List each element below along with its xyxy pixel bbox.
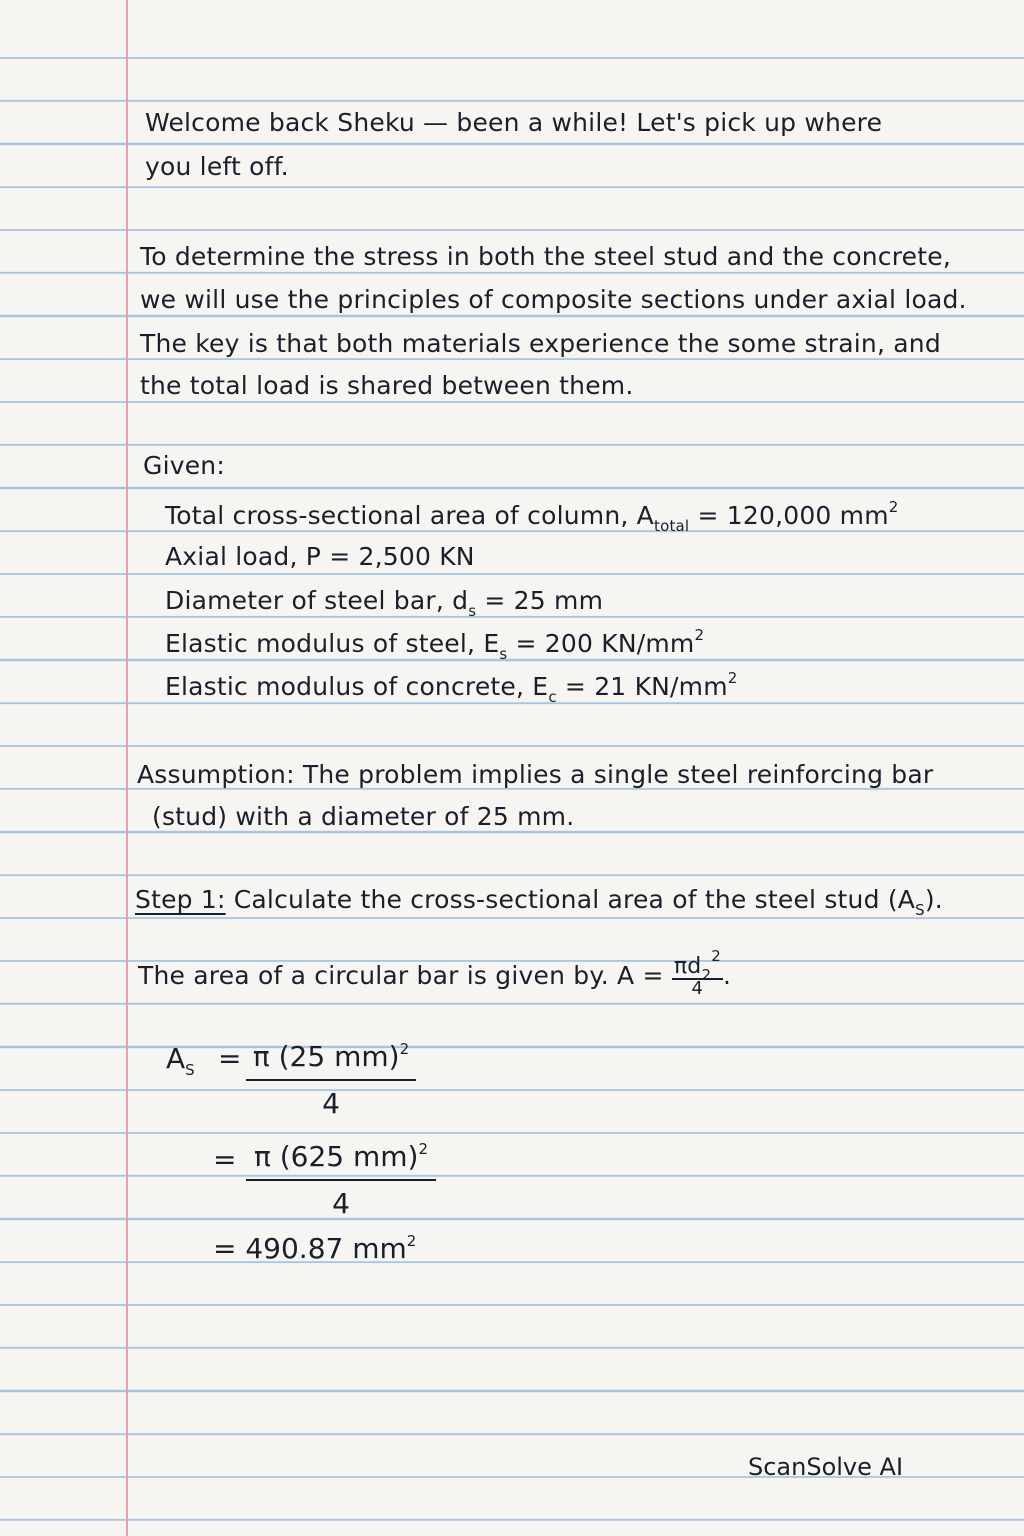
intro-line-2: we will use the principles of composite sections under axial load. [140,285,967,314]
calc-lhs-symbol: A [166,1042,186,1075]
calc-num-1-exp: 2 [399,1040,410,1058]
calc-den-2: 4 [332,1187,350,1220]
given-es-sub: s [499,645,508,663]
assumption-line-1: Assumption: The problem implies a single steel reinforcing bar [137,760,934,789]
calc-fraction-1 [246,1040,416,1120]
fraction-bar [246,1079,416,1081]
area-formula-fraction [672,947,723,999]
intro-line-1: To determine the stress in both the steel stud and the concrete, [140,242,951,271]
calc-num-1 [246,1040,416,1073]
given-es-value: = 200 KN/mm [507,629,695,658]
formula-num-base: πd [673,954,702,979]
formula-numerator [672,947,723,984]
formula-end: . [722,961,732,990]
calc-lhs-sub: S [185,1061,195,1079]
greeting-line-2: you left off. [145,152,289,181]
given-ec-value: = 21 KN/mm [556,672,728,701]
given-ec-sub: c [548,688,557,706]
calc-num-2 [246,1140,436,1173]
given-es [165,622,704,665]
calc-num-1-text: π (25 mm) [252,1040,400,1073]
formula-text: The area of a circular bar is given by. A = [138,961,672,990]
calc-result-exp: 2 [406,1232,417,1250]
formula-num-sub: 2 [701,966,712,984]
calc-eq-2: = [213,1143,237,1176]
calc-lhs [166,1042,195,1079]
given-load: Axial load, P = 2,500 KN [165,542,475,571]
calc-result [213,1232,416,1265]
given-es-label: Elastic modulus of steel, E [165,629,500,658]
intro-line-4: the total load is shared between them. [140,371,634,400]
given-area [165,494,899,537]
given-diameter-label: Diameter of steel bar, d [165,586,469,615]
step1-sub: S [915,901,925,919]
calc-fraction-2 [246,1140,436,1220]
given-ec [165,665,738,708]
given-area-sub: total [654,517,690,535]
given-ec-exp: 2 [727,669,738,687]
calc-eq-1: = [218,1042,242,1075]
intro-line-3: The key is that both materials experience the some strain, and [140,329,941,358]
given-area-label: Total cross-sectional area of column, A [165,501,654,530]
formula-denominator: 4 [691,978,704,999]
given-area-value: = 120,000 mm [689,501,889,530]
given-heading: Given: [143,451,225,480]
calc-num-2-exp: 2 [418,1140,429,1158]
step1-label: Step 1: [135,885,226,914]
step1-heading [135,878,943,921]
given-diameter-value: = 25 mm [476,586,604,615]
calc-den-1: 4 [322,1087,340,1120]
calc-num-2-text: π (625 mm) [253,1140,419,1173]
given-diameter-sub: s [468,602,477,620]
given-ec-label: Elastic modulus of concrete, E [165,672,549,701]
area-formula-line [138,947,732,999]
fraction-bar [246,1179,436,1181]
greeting-line-1: Welcome back Sheku — been a while! Let's pick up where [145,108,883,137]
step1-text: Calculate the cross-sectional area of the steel stud (A [225,885,916,914]
brand-label: ScanSolve AI [748,1453,904,1481]
given-area-exp: 2 [888,498,899,516]
assumption-line-2: (stud) with a diameter of 25 mm. [152,802,575,831]
given-es-exp: 2 [694,626,705,644]
formula-num-exp: 2 [711,947,721,965]
given-diameter [165,579,603,622]
margin-line [126,0,128,1536]
calc-result-text: = 490.87 mm [213,1232,407,1265]
step1-close: ). [924,885,943,914]
